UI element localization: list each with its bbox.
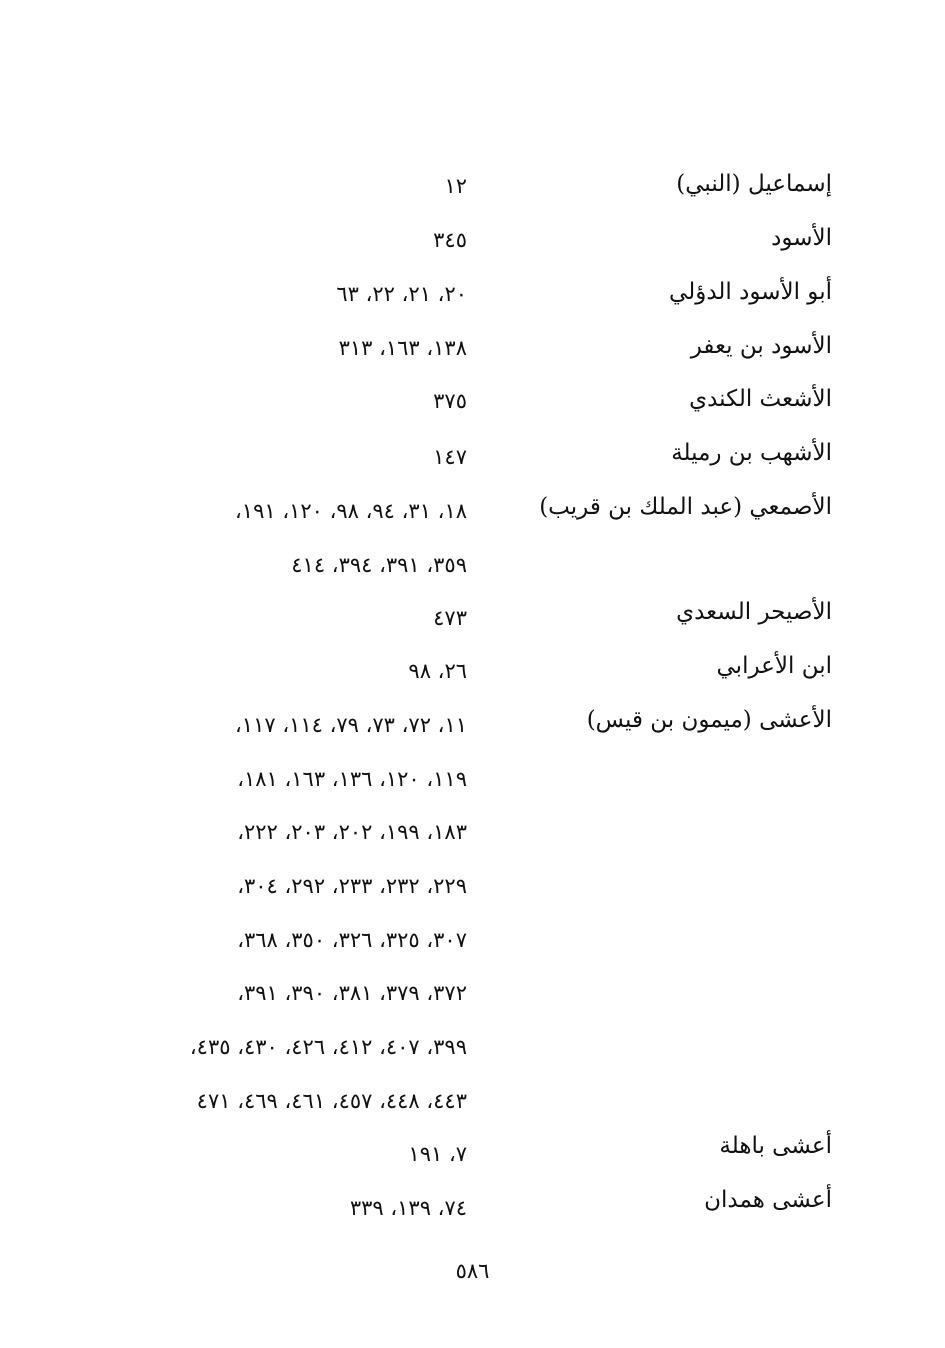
index-entry-pages: ٣٧٥ bbox=[433, 389, 467, 413]
index-entry-name: إسماعيل (النبي) bbox=[676, 171, 832, 197]
index-entry-name: أعشى همدان bbox=[704, 1187, 832, 1213]
index-entry-name: أعشى باهلة bbox=[719, 1133, 832, 1159]
index-entry-pages: ٤٤٣، ٤٤٨، ٤٥٧، ٤٦١، ٤٦٩، ٤٧١ bbox=[196, 1089, 467, 1113]
index-entry-name: الأسود بن يعفر bbox=[690, 333, 832, 359]
index-entry-pages: ٢٢٩، ٢٣٢، ٢٣٣، ٢٩٢، ٣٠٤، bbox=[237, 874, 467, 898]
index-entry-name: أبو الأسود الدؤلي bbox=[669, 279, 832, 305]
index-entry-pages: ١٨، ٣١، ٩٤، ٩٨، ١٢٠، ١٩١، bbox=[235, 499, 467, 523]
index-entry-pages: ٧، ١٩١ bbox=[408, 1142, 467, 1166]
index-entry-pages: ١١٩، ١٢٠، ١٣٦، ١٦٣، ١٨١، bbox=[237, 767, 467, 791]
index-entry-pages: ٣٧٢، ٣٧٩، ٣٨١، ٣٩٠، ٣٩١، bbox=[237, 981, 467, 1005]
index-entry-pages: ١١، ٧٢، ٧٣، ٧٩، ١١٤، ١١٧، bbox=[235, 713, 467, 737]
index-entry-name: الأصيحر السعدي bbox=[676, 599, 832, 625]
index-entry-pages: ١٨٣، ١٩٩، ٢٠٢، ٢٠٣، ٢٢٢، bbox=[237, 820, 467, 844]
index-entry-pages: ٣٥٩، ٣٩١، ٣٩٤، ٤١٤ bbox=[291, 553, 467, 577]
index-entry-name: ابن الأعرابي bbox=[716, 653, 832, 679]
index-entry-pages: ١٣٨، ١٦٣، ٣١٣ bbox=[338, 336, 467, 360]
index-entry-pages: ١٤٧ bbox=[433, 445, 467, 469]
index-entry-pages: ٤٧٣ bbox=[433, 606, 467, 630]
index-entry-name: الأشهب بن رميلة bbox=[671, 440, 832, 466]
index-entry-name: الأصمعي (عبد الملك بن قريب) bbox=[539, 494, 832, 520]
index-entry-pages: ٧٤، ١٣٩، ٣٣٩ bbox=[349, 1196, 467, 1220]
index-entry-name: الأسود bbox=[771, 225, 832, 251]
index-entry-name: الأشعث الكندي bbox=[689, 386, 832, 412]
index-entry-pages: ٣٩٩، ٤٠٧، ٤١٢، ٤٢٦، ٤٣٠، ٤٣٥، bbox=[189, 1035, 467, 1059]
index-entry-name: الأعشى (ميمون بن قيس) bbox=[586, 707, 832, 733]
index-entry-pages: ٢٦، ٩٨ bbox=[408, 659, 467, 683]
index-entry-pages: ٣٠٧، ٣٢٥، ٣٢٦، ٣٥٠، ٣٦٨، bbox=[237, 928, 467, 952]
index-entry-pages: ١٢ bbox=[444, 174, 467, 198]
page-number: ٥٨٦ bbox=[455, 1259, 490, 1283]
index-entry-pages: ٣٤٥ bbox=[433, 228, 467, 252]
index-entry-pages: ٢٠، ٢١، ٢٢، ٦٣ bbox=[336, 282, 467, 306]
